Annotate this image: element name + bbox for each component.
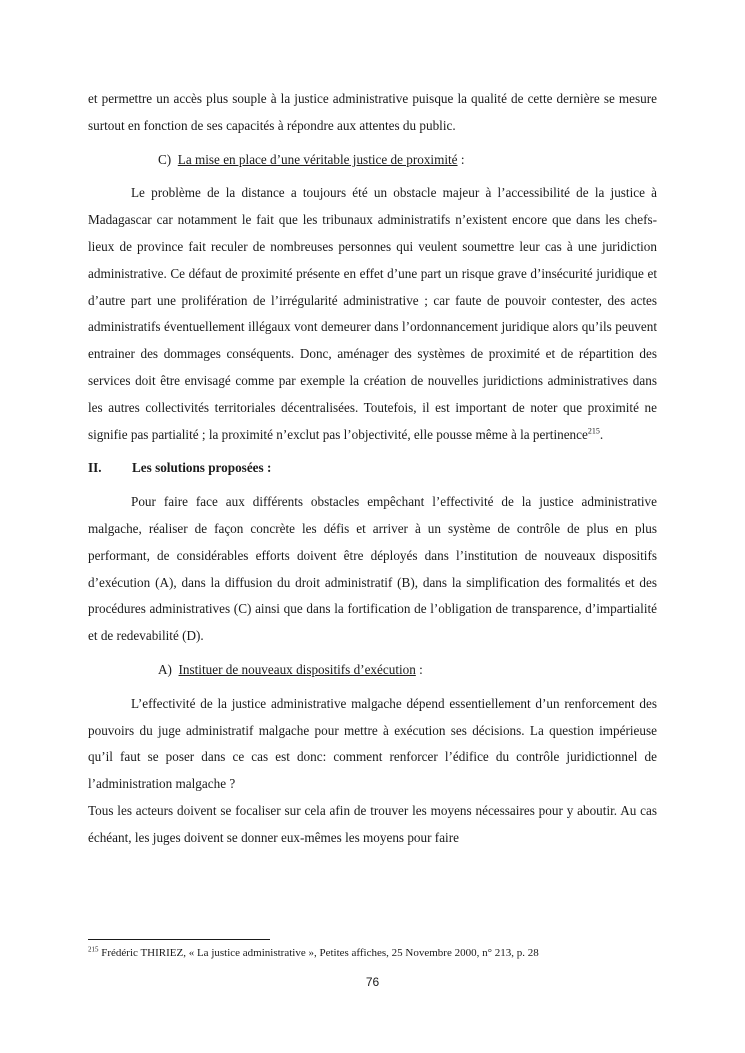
paragraph-proximity-text: Le problème de la distance a toujours été un obstacle majeur à l’accessibilité de la justice à Madagascar car notamment le fait que les tribunaux administratifs n’existent encore que dans les chefs-lieux de province fait reculer de nombreuses personnes qui veulent soumettre leur cas à une juridiction administrative. Ce défaut de proximité présente en effet d’une part un risque grave d’insécurité juridique et d’autre part une prolifération de l’irrégularité administrative ; car faute de pouvoir contester, des actes administratifs éventuellement illégaux vont demeurer dans l’ordonnancement juridique alors qu’ils peuvent entrainer des dommages conséquents. Donc, aménager des systèmes de proximité et de répartition des services doit être envisagé comme par exemple la création de nouvelles juridictions administratives dans les autres collectivités territoriales décentralisées. Toutefois, il est important de noter que proximité ne signifie pas partialité ; la proximité n’exclut pas l’objectivité, elle pousse même à la pertinence <box>88 185 657 442</box>
paragraph-effectivite: L’effectivité de la justice administrative malgache dépend essentiellement d’un renforcement des pouvoirs du juge administratif malgache pour mettre à exécution ses décisions. La question impérieuse qu’il faut se poser dans ce cas est donc: comment renforcer l’édifice du contrôle juridictionnel de l’administration malgache ? <box>88 695 657 792</box>
footnote-separator <box>88 939 270 940</box>
heading-a-suffix: : <box>415 661 423 677</box>
page-number: 76 <box>365 975 380 989</box>
paragraph-acteurs: Tous les acteurs doivent se focaliser sur cela afin de trouver les moyens nécessaires pour y aboutir. Au cas échéant, les juges doivent se donner eux-mêmes les moyens pour faire <box>88 802 657 845</box>
heading-c-prefix: C) <box>158 151 172 167</box>
section-heading-a <box>158 657 657 684</box>
heading-c-title: La mise en place d’une véritable justice de proximité <box>177 151 458 167</box>
footnote-number: 215 <box>88 945 99 954</box>
paragraph-proximity-end: . <box>599 426 604 442</box>
heading-c-suffix: : <box>457 151 465 167</box>
footnote <box>88 946 688 960</box>
heading-ii-number: II. <box>88 460 102 476</box>
heading-ii-title: Les solutions proposées : <box>132 460 272 476</box>
paragraph-continuation: et permettre un accès plus souple à la justice administrative puisque la qualité de cette dernière se mesure surtout en fonction de ses capacités à répondre aux attentes du public. <box>88 91 657 133</box>
paragraph-proximity <box>88 180 657 448</box>
heading-a-prefix: A) <box>158 661 172 677</box>
paragraph-solutions: Pour faire face aux différents obstacles empêchant l’effectivité de la justice administrative malgache, réaliser de façon concrète les défis et arriver à un système de contrôle de plus en plus performant, de considérables efforts doivent être déployés dans l’institution de nouveaux dispositifs d’exécution (A), dans la diffusion du droit administratif (B), dans la simplification des formalités et des procédures administratives (C) ainsi que dans la fortification de l’obligation de transparence, d’impartialité et de redevabilité (D). <box>88 494 657 644</box>
section-heading-ii <box>88 455 657 482</box>
footnote-text: Frédéric THIRIEZ, « La justice administrative », Petites affiches, 25 Novembre 2000, n° 213, p. 28 <box>98 947 539 959</box>
page-body <box>88 86 657 852</box>
section-heading-c <box>158 147 657 174</box>
heading-a-title: Instituer de nouveaux dispositifs d’exécution <box>178 661 416 677</box>
footnote-ref-215: 215 <box>587 426 600 436</box>
